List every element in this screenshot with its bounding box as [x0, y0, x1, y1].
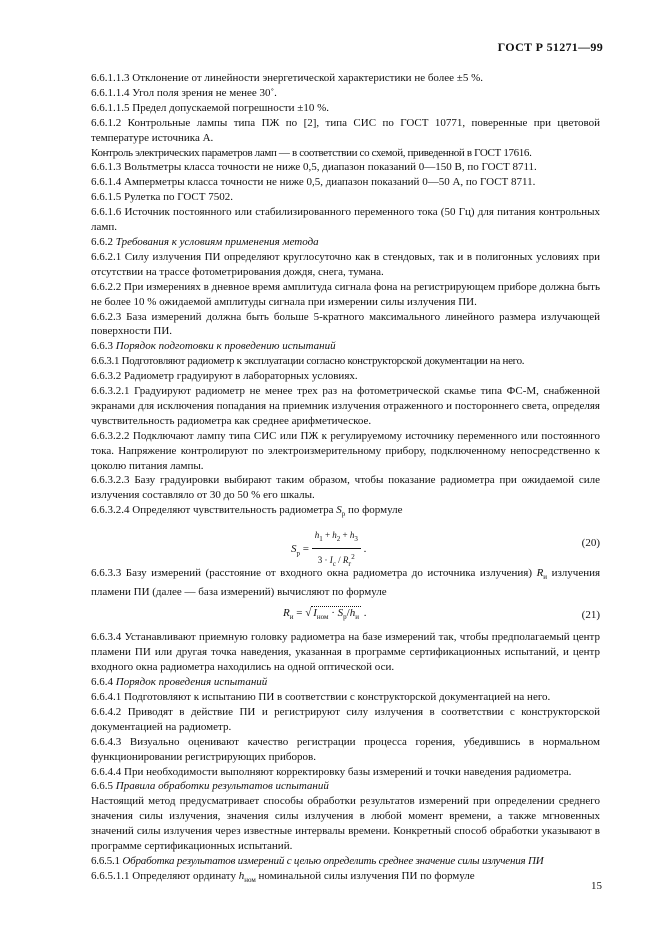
paragraph — [91, 280, 600, 310]
section-heading — [91, 779, 600, 794]
paragraph — [91, 71, 600, 86]
paragraph — [91, 705, 600, 735]
section-number: 6.6.4 — [91, 676, 113, 689]
text-line: 6.6.4.1 Подготовляют к испытанию ПИ в соответствии с конструкторской документацией на него. — [91, 691, 551, 703]
document-header: ГОСТ Р 51271—99 — [497, 40, 603, 54]
formula-body: $S_р$ = $\frac{h_1 + h_2 + h_3}{3 \cdot I_c / R_г^2}$ . — [291, 528, 366, 571]
paragraph — [91, 429, 600, 474]
paragraph — [91, 765, 600, 780]
text-line: 6.6.1.1.4 Угол поля зрения не менее 30˚. — [91, 86, 277, 99]
paragraph — [91, 869, 600, 888]
section-heading — [91, 675, 600, 690]
paragraph — [91, 146, 600, 161]
paragraph — [91, 354, 600, 369]
math-subscript: и — [543, 573, 548, 582]
text-line: 6.6.5.1.1 Определяют ординату — [91, 869, 236, 882]
paragraph — [91, 101, 600, 116]
paragraph — [91, 310, 600, 340]
paragraph — [91, 369, 600, 384]
equation-number: (21) — [581, 609, 600, 622]
text-line: 6.6.4.3 Визуально оценивают качество регистрации процесса горения, убедившись в нормальном функционировании регистрирующих приборов. — [91, 735, 600, 763]
paragraph — [91, 205, 600, 235]
text-line: 6.6.4.4 При необходимости выполняют корректировку базы измерений и точки наведения радиометра. — [91, 765, 572, 778]
paragraph — [91, 86, 600, 101]
section-heading — [91, 235, 600, 250]
text-line: номинальной силы излучения ПИ по формуле — [258, 869, 475, 882]
paragraph — [91, 116, 600, 146]
section-title: Обработка результатов измерений с целью определить среднее значение силы излучения ПИ — [122, 854, 544, 867]
page-number: 15 — [591, 880, 602, 892]
math-subscript: р — [341, 510, 346, 519]
math-symbol: R — [536, 567, 544, 580]
paragraph — [91, 503, 600, 522]
paragraph — [91, 190, 600, 205]
text-line: 6.6.2.2 При измерениях в дневное время амплитуда сигнала фона на регистрирующем приборе должна быть не более 10 % ожидаемой амплитуды сигнала при измерении силы излучения ПИ. — [91, 280, 600, 308]
paragraph — [91, 250, 600, 280]
text-line: 6.6.3.2.4 Определяют чувствительность радиометра — [91, 504, 334, 517]
section-number: 6.6.3 — [91, 340, 113, 353]
text-line: 6.6.3.1 Подготовляют радиометр к эксплуатации согласно конструкторской документации на него. — [91, 355, 525, 368]
section-title: Требования к условиям применения метода — [115, 235, 319, 248]
text-line: 6.6.4.2 Приводят в действие ПИ и регистрируют силу излучения в соответствии с конструкторской документацией на радиометр. — [91, 705, 600, 733]
text-line: Настоящий метод предусматривает способы обработки результатов измерений при определении среднего значения силы излучения, значения силы излучения в любой момент времени, а также мгновенных значений силы излучения через известные интервалы времени. Конкретный способ обработки указывают в программе сертификационных испытаний. — [91, 795, 600, 853]
text-line: по формуле — [348, 504, 403, 517]
section-title: Порядок проведения испытаний — [115, 676, 268, 689]
section-number: 6.6.5 — [91, 780, 113, 793]
math-symbol: S — [336, 504, 342, 517]
text-line: 6.6.1.5 Рулетка по ГОСТ 7502. — [91, 191, 233, 204]
math-subscript: ном — [244, 876, 256, 885]
paragraph — [91, 735, 600, 765]
text-line: 6.6.3.2.2 Подключают лампу типа СИС или ПЖ к регулируемому источнику переменного или постоянного тока. Напряжение контролируют по электроизмерительному прибору, подключенному непосредственно к цоколю питания лампы. — [91, 429, 600, 472]
paragraph — [91, 690, 600, 705]
formula-20 — [91, 522, 600, 566]
text-line: Контроль электрических параметров ламп — в соответствии со схемой, приведенной в ГОСТ 17616. — [91, 146, 532, 159]
section-number: 6.6.2 — [91, 235, 113, 248]
fraction: $\frac{h_1 + h_2 + h_3}{3 \cdot I_c / R_г^2}$ — [312, 528, 361, 571]
text-line: 6.6.1.4 Амперметры класса точности не ниже 0,5, диапазон показаний 0—50 А, по ГОСТ 8711. — [91, 176, 536, 189]
document-body — [91, 71, 600, 888]
math-symbol: h — [238, 869, 245, 882]
text-line: 6.6.1.1.3 Отклонение от линейности энергетической характеристики не более ±5 %. — [91, 72, 483, 84]
text-line: 6.6.2.3 База измерений должна быть больше 5-кратного максимального линейного размера излучающей поверхности ПИ. — [91, 310, 600, 338]
paragraph — [91, 175, 600, 190]
text-line: 6.6.1.6 Источник постоянного или стабилизированного переменного тока (50 Гц) для питания контрольных ламп. — [91, 206, 600, 234]
section-title: Правила обработки результатов испытаний — [115, 780, 329, 793]
text-line: 6.6.1.3 Вольтметры класса точности не ниже 0,5, диапазон показаний 0—150 В, по ГОСТ 8711. — [91, 161, 537, 174]
paragraph — [91, 160, 600, 175]
text-line: 6.6.2.1 Силу излучения ПИ определяют круглосуточно как в стендовых, так и в полигонных условиях при отсутствии на трассе фотометрирования дождя, снега, тумана. — [91, 250, 600, 278]
paragraph — [91, 630, 600, 675]
paragraph — [91, 473, 600, 503]
paragraph — [91, 384, 600, 429]
equation-number: (20) — [581, 537, 600, 550]
text-line: 6.6.3.2 Радиометр градуируют в лабораторных условиях. — [91, 370, 358, 383]
text-line: 6.6.3.4 Устанавливают приемную головку радиометра на базе измерений так, чтобы предполагаемый центр пламени ПИ или другая точка наведения, указанная в программе сертификационных испытаний, и центр входного окна радиометра находились на одной оптической оси. — [91, 631, 600, 674]
section-heading — [91, 854, 600, 869]
paragraph — [91, 794, 600, 854]
text-line: 6.6.3.2.1 Градуируют радиометр не менее трех раз на фотометрической скамье типа ФС-М, снабженной экранами для исключения попадания на приемник излучения отраженного и постороннего света, определяя чувствительность радиометра как среднее арифметическое. — [91, 385, 600, 427]
formula-body: $R_и$ = √ $I_{ном} \cdot S_р/h_и$ . — [283, 607, 367, 622]
section-heading — [91, 339, 600, 354]
section-number: 6.6.5.1 — [91, 854, 120, 867]
text-line: 6.6.3.3 Базу измерений (расстояние от входного окна радиометра до источника излучения) — [91, 567, 533, 580]
text-line: излучения пламени ПИ (далее — база измерений) вычисляют по формуле — [91, 567, 601, 599]
formula-21 — [91, 600, 600, 630]
text-line: 6.6.1.2 Контрольные лампы типа ПЖ по [2], типа СИС по ГОСТ 10771, поверенные при цветовой температуре источника А. — [91, 116, 600, 144]
text-line: 6.6.1.1.5 Предел допускаемой погрешности ±10 %. — [91, 101, 329, 114]
text-line: 6.6.3.2.3 Базу градуировки выбирают таким образом, чтобы показание радиометра при ожидаемой силе излучения составляло от 30 до 50 % его шкалы. — [91, 474, 600, 502]
section-title: Порядок подготовки к проведению испытаний — [115, 340, 336, 353]
